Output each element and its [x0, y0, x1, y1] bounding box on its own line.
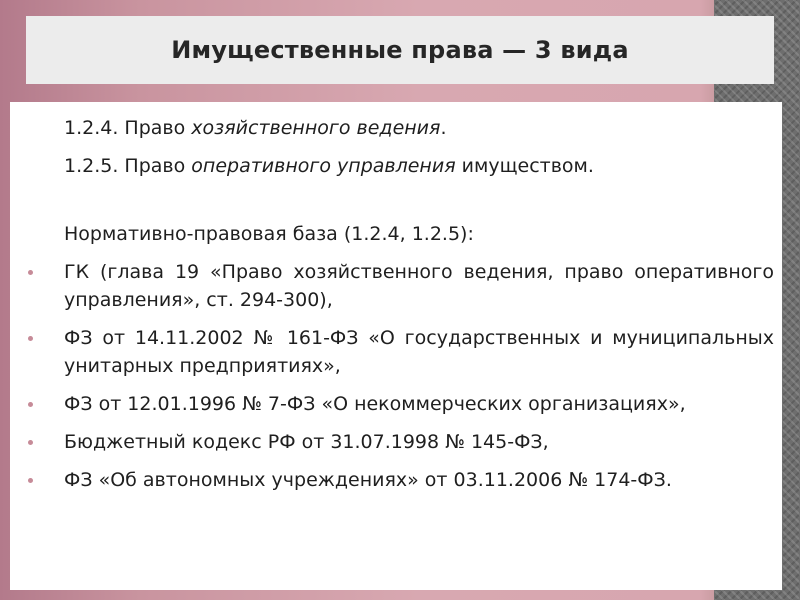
- list-item-text: ГК (глава 19 «Право хозяйственного ведения, право оперативного управления», ст. 294-300),: [64, 261, 774, 311]
- bullet-dot-icon: [28, 270, 33, 275]
- title-bar: [26, 16, 774, 84]
- legal-base-heading: Нормативно-правовая база (1.2.4, 1.2.5):: [64, 223, 474, 245]
- bullet-dot-icon: [28, 440, 33, 445]
- item-1-2-5-prefix: 1.2.5. Право: [64, 155, 192, 177]
- list-item: [20, 390, 774, 418]
- bullet-dot-icon: [28, 402, 33, 407]
- blank-line: [20, 180, 774, 208]
- item-1-2-5-italic: оперативного управления: [191, 155, 456, 177]
- item-1-2-4-suffix: .: [440, 117, 447, 139]
- list-item: [20, 466, 774, 494]
- item-1-2-4-prefix: 1.2.4. Право: [64, 117, 192, 139]
- item-1-2-5: [20, 152, 774, 180]
- bullet-dot-icon: [28, 478, 33, 483]
- list-item-text: ФЗ от 12.01.1996 № 7-ФЗ «О некоммерческих организациях»,: [64, 393, 686, 415]
- list-item: [20, 324, 774, 380]
- slide-title: Имущественные права — 3 вида: [171, 36, 629, 64]
- list-item-text: ФЗ «Об автономных учреждениях» от 03.11.2006 № 174-ФЗ.: [64, 469, 672, 491]
- list-item-text: ФЗ от 14.11.2002 № 161-ФЗ «О государственных и муниципальных унитарных предприятиях»,: [64, 327, 774, 377]
- list-item: [20, 258, 774, 314]
- list-item-text: Бюджетный кодекс РФ от 31.07.1998 № 145-ФЗ,: [64, 431, 549, 453]
- content-panel: [10, 102, 782, 590]
- list-item: [20, 428, 774, 456]
- item-1-2-5-suffix: имуществом.: [455, 155, 594, 177]
- item-1-2-4-italic: хозяйственного ведения: [191, 117, 441, 139]
- legal-base-list: [20, 258, 774, 494]
- item-1-2-4: [20, 114, 774, 142]
- bullet-dot-icon: [28, 336, 33, 341]
